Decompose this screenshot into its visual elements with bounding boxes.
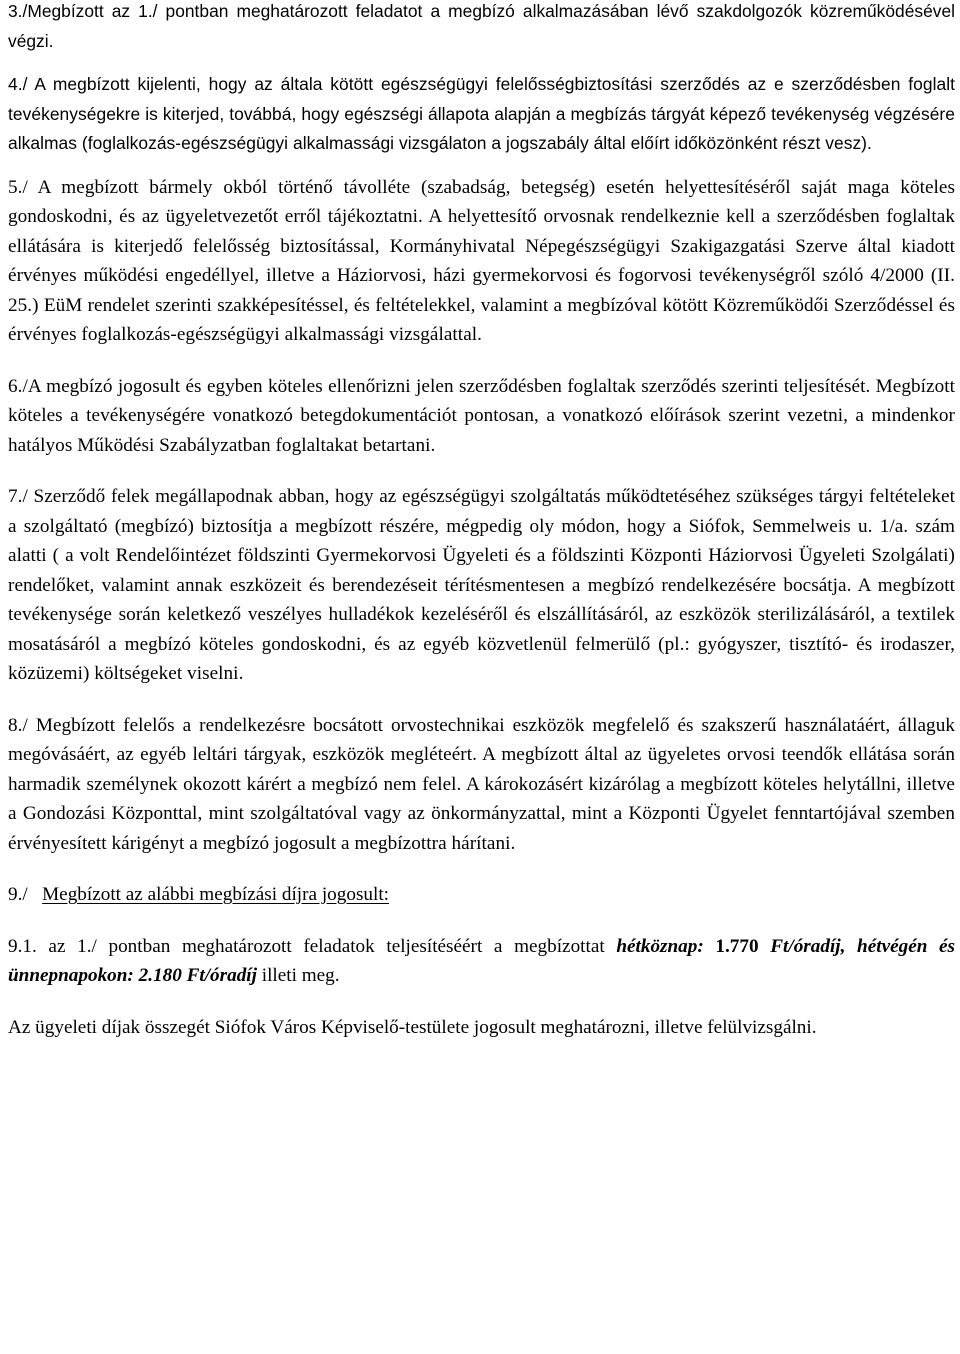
spacer	[8, 689, 955, 711]
paragraph-4: 4./ A megbízott kijelenti, hogy az általa kötött egészségügyi felelősségbiztosítási szerződés az e szerződésben foglalt tevékenységekre is kiterjed, továbbá, hogy egészségi állapota alapján a megbízás tárgyát képező tevékenység végzésére alkalmas (foglalkozás-egészségügyi alkalmassági vizsgálaton a jogszabály által előírt időközönként részt vesz).	[8, 74, 955, 153]
paragraph-6: 6./A megbízó jogosult és egyben köteles ellenőrizni jelen szerződésben foglaltak szerződés szerinti teljesítését. Megbízott köteles a tevékenységére vonatkozó betegdokumentációt pontosan, a vonatkozó előírások szerint vezetni, a mindenkor hatályos Működési Szabályzatban foglaltakat betartani.	[8, 375, 955, 456]
fee-suffix: illeti meg.	[261, 965, 340, 986]
paragraph-9	[8, 880, 955, 910]
paragraph-5: 5./ A megbízott bármely okból történő távolléte (szabadság, betegség) esetén helyettesítéséről saját maga köteles gondoskodni, és az ügyeletvezetőt erről tájékoztatni. A helyettesítő orvosnak rendelkeznie kell a szerződésben foglaltak ellátására is kiterjedő felelősség biztosítással, Kormányhivatal Népegészségügyi Szakigazgatási Szerve által kiadott érvényes működési engedéllyel, illetve a Háziorvosi, házi gyermekorvosi és fogorvosi tevékenységről szóló 4/2000 (II. 25.) EüM rendelet szerinti szakképesítéssel, és feltételekkel, valamint a megbízóval kötött Közreműködői Szerződéssel és érvényes foglalkozás-egészségügyi alkalmassági vizsgálattal.	[8, 176, 955, 345]
section-heading: Megbízott az alábbi megbízási díjra jogosult:	[42, 884, 390, 905]
spacer	[8, 159, 955, 173]
weekend-fee: Ft/óradíj, hétvégén és ünnepnapokon: 2.180 Ft/óradíj	[8, 935, 956, 986]
paragraph-10: Az ügyeleti díjak összegét Siófok Város Képviselő-testülete jogosult meghatározni, illetve felülvizsgálni.	[8, 1016, 817, 1038]
spacer	[8, 56, 955, 70]
document-page	[8, 0, 955, 1042]
paragraph-9-1	[8, 932, 955, 991]
weekday-value: 1.770	[715, 935, 759, 957]
spacer	[8, 910, 955, 932]
spacer	[8, 460, 955, 482]
paragraph-3: 3./Megbízott az 1./ pontban meghatározott feladatot a megbízó alkalmazásában lévő szakdolgozók közreműködésével végzi.	[8, 1, 955, 51]
section-number: 9./	[8, 884, 28, 905]
weekday-label: hétköznap:	[616, 935, 704, 957]
fee-intro: 9.1. az 1./ pontban meghatározott feladatok teljesítéséért a megbízottat	[8, 935, 605, 957]
spacer	[8, 350, 955, 372]
spacer	[8, 858, 955, 880]
paragraph-8: 8./ Megbízott felelős a rendelkezésre bocsátott orvostechnikai eszközök megfelelő és szakszerű használatáért, állaguk megóvásáért, az egyéb leltári tárgyak, eszközök megléteért. A megbízott által az ügyeletes orvosi teendők ellátása során harmadik személynek okozott kárért a megbízó nem felel. A károkozásért kizárólag a megbízott köteles helytállni, illetve a Gondozási Központtal, mint szolgáltatóval vagy az önkormányzattal, mint a Központi Ügyelet fenntartójával szemben érvényesített kárigényt a megbízó jogosult a megbízottra hárítani.	[8, 714, 955, 854]
paragraph-7: 7./ Szerződő felek megállapodnak abban, hogy az egészségügyi szolgáltatás működtetéséhez szükséges tárgyi feltételeket a szolgáltató (megbízó) biztosítja a megbízott részére, mégpedig oly módon, hogy a Siófok, Semmelweis u. 1/a. szám alatti ( a volt Rendelőintézet földszinti Gyermekorvosi Ügyeleti és a földszinti Központi Háziorvosi Ügyeleti Szolgálati) rendelőket, valamint annak eszközeit és berendezéseit térítésmentesen a megbízó rendelkezésére bocsátja. A megbízott tevékenysége során keletkező veszélyes hulladékok kezeléséről és elszállításáról, az eszközök sterilizálásáról, a textilek mosatásáról a megbízó köteles gondoskodni, és az egyéb közvetlenül felmerülő (pl.: gyógyszer, tisztító- és irodaszer, közüzemi) költségeket viselni.	[8, 486, 955, 684]
spacer	[8, 991, 955, 1013]
